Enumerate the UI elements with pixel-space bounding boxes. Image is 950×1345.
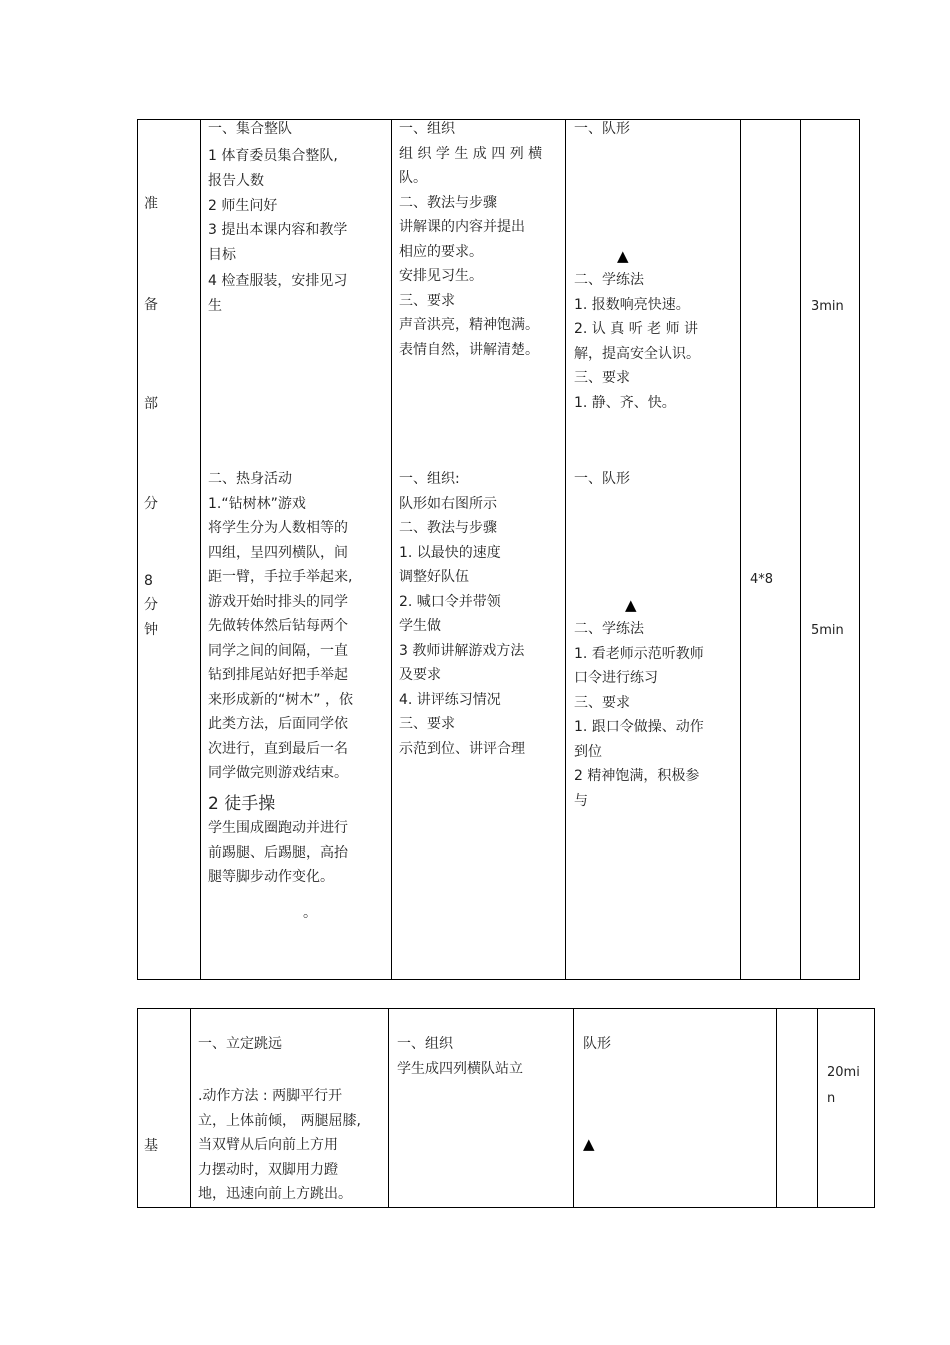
time-value: 5min (811, 623, 844, 638)
trailing-dot: 。 (303, 905, 317, 921)
warmup-text: 二、热身活动 1.“钻树林”游戏 将学生分为人数相等的 四组，呈四列横队，间 距一臂，手拉手举起来, 游戏开始时排头的同学 先做转体然后钻每两个 同学之间的间隔，一直 钻到排尾站好把手举起 来形成新的“树木” ，依 此类方法，后面同学依 次进行，直到最后一名 同学做完则游戏结束。 (208, 471, 353, 781)
exercise-text: 学生围成圈跑动并进行 前踢腿、后踢腿，高抬 腿等脚步动作变化。 (208, 820, 348, 885)
gather-heading: 一、集合整队 (208, 121, 292, 137)
gather-item: 1 体育委员集合整队, 报告人数 (208, 148, 338, 189)
gather-item: 3 提出本课内容和教学 目标 (208, 222, 348, 263)
time-value: 20mi n (827, 1065, 860, 1106)
formation-heading: 队形 (583, 1036, 611, 1052)
section-label-char: 部 (144, 396, 158, 412)
long-jump-method: .动作方法 : 两脚平行开 立，上体前倾， 两腿屈膝, 当双臂从后向前上方用 力摆动时，双脚用力蹬 地，迅速向前上方跳出。 (198, 1088, 361, 1202)
organization-warmup-text: 一、组织: 队形如右图所示 二、教法与步骤 1. 以最快的速度 调整好队伍 2. 喊口令并带领 学生做 3 教师讲解游戏方法 及要求 4. 讲评练习情况 三、要求 示范到位、讲评合理 (399, 471, 525, 757)
exercise-title: 2 徒手操 (208, 794, 276, 814)
col-divider (565, 119, 566, 980)
col-divider (776, 1008, 777, 1208)
formation-heading: 一、队形 (574, 121, 630, 137)
col-divider (391, 119, 392, 980)
section-label-char: 备 (144, 297, 158, 313)
section-label-char: 8 (144, 573, 153, 589)
organization-text: 一、组织 组 织 学 生 成 四 列 横 队。 二、教法与步骤 讲解课的内容并提出 相应的要求。 安排见习生。 三、要求 声音洪亮，精神饱满。 表情自然，讲解清楚。 (399, 121, 543, 358)
teacher-triangle-icon: ▲ (617, 247, 629, 265)
col-divider (190, 1008, 191, 1208)
teacher-triangle-icon: ▲ (625, 596, 637, 614)
col-divider (573, 1008, 574, 1208)
section-label-char: 钟 (144, 622, 158, 638)
formation-heading: 一、队形 (574, 471, 630, 487)
practice-text: 二、学练法 1. 报数响亮快速。 2. 认 真 听 老 师 讲 解，提高安全认识。 三、要求 1. 静、齐、快。 (574, 272, 700, 411)
section-label-char: 分 (144, 597, 158, 613)
col-divider (388, 1008, 389, 1208)
teacher-triangle-icon: ▲ (583, 1135, 595, 1153)
col-divider (800, 119, 801, 980)
practice-warmup-text: 二、学练法 1. 看老师示范听教师 口令进行练习 三、要求 1. 跟口令做操、动作 到位 2 精神饱满，积极参 与 (574, 621, 704, 809)
gather-item: 2 师生问好 (208, 198, 278, 214)
section-label-char: 准 (144, 196, 158, 212)
long-jump-title: 一、立定跳远 (198, 1036, 282, 1052)
section-label-char: 分 (144, 496, 158, 512)
repetition-count: 4*8 (750, 572, 774, 587)
section-label-char: 基 (144, 1138, 158, 1154)
col-divider (740, 119, 741, 980)
col-divider (200, 119, 201, 980)
time-value: 3min (811, 299, 844, 314)
organization-text: 一、组织 学生成四列横队站立 (397, 1036, 523, 1077)
gather-item: 4 检查服装，安排见习 生 (208, 273, 348, 314)
col-divider (817, 1008, 818, 1208)
